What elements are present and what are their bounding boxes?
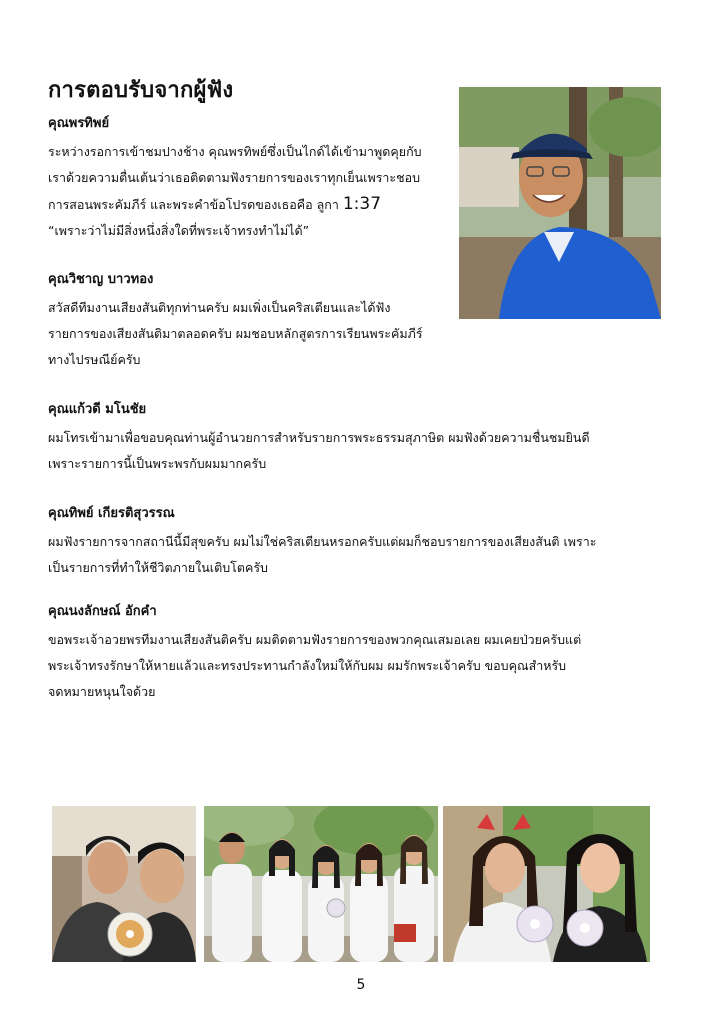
testimonial-name: คุณนงลักษณ์ อักคำ (48, 604, 157, 619)
photo-two-men-with-cd (52, 806, 196, 962)
testimonial-5 (48, 600, 678, 705)
testimonial-line: เราด้วยความตื่นเต้นว่าเธอติดตามฟังรายการของเราทุกเย็นเพราะชอบ (48, 170, 421, 185)
testimonial-4 (48, 502, 678, 581)
testimonial-name: คุณวิชาญ บาวทอง (48, 272, 154, 287)
testimonial-3 (48, 398, 678, 477)
testimonial-name: คุณแก้วดี มโนชัย (48, 402, 147, 417)
testimonial-name: คุณพรทิพย์ (48, 116, 110, 131)
verse-reference: 1:37 (342, 194, 382, 214)
testimonial-line: รายการของเสียงสันติมาตลอดครับ ผมชอบหลักสูตรการเรียนพระคัมภีร์ (48, 326, 423, 341)
testimonial-line: ผมโทรเข้ามาเพื่อขอบคุณท่านผู้อำนวยการสำหรับรายการพระธรรมสุภาษิต ผมฟังด้วยความชื่นชมยินดี (48, 430, 590, 445)
testimonial-line (48, 191, 458, 218)
testimonial-line: จดหมายหนุนใจด้วย (48, 684, 156, 699)
testimonial-line: ระหว่างรอการเข้าชมปางช้าง คุณพรทิพย์ซึ่งเป็นไกด์ได้เข้ามาพูดคุยกับ (48, 144, 422, 159)
page-title: การตอบรับจากผู้ฟัง (48, 78, 234, 103)
photo-two-women-with-cds (443, 806, 650, 962)
testimonial-line-text: การสอนพระคัมภีร์ และพระคำข้อโปรดของเธอคือ ลูกา (48, 197, 339, 212)
testimonial-line: สวัสดีทีมงานเสียงสันติทุกท่านครับ ผมเพิ่งเป็นคริสเตียนและได้ฟัง (48, 300, 391, 315)
testimonial-name: คุณทิพย์ เกียรติสุวรรณ (48, 506, 175, 521)
testimonial-line: ทางไปรษณีย์ครับ (48, 352, 141, 367)
testimonial-line: “เพราะว่าไม่มีสิ่งหนึ่งสิ่งใดที่พระเจ้าทรงทำไม่ได้” (48, 223, 310, 238)
testimonial-2 (48, 268, 468, 373)
testimonial-line: เป็นรายการที่ทำให้ชีวิตภายในเติบโตครับ (48, 560, 268, 575)
testimonial-line: เพราะรายการนี้เป็นพระพรกับผมมากครับ (48, 456, 267, 471)
photo-group-of-five (204, 806, 438, 962)
testimonial-1 (48, 112, 458, 244)
page-number: 5 (356, 977, 366, 993)
testimonial-line: ผมฟังรายการจากสถานีนี้มีสุขครับ ผมไม่ใช่คริสเตียนหรอกครับแต่ผมก็ชอบรายการของเสียงสันติ เพราะ (48, 534, 597, 549)
photo-woman-blue-cap (459, 87, 661, 319)
testimonial-line: ขอพระเจ้าอวยพรทีมงานเสียงสันติครับ ผมติดตามฟังรายการของพวกคุณเสมอเลย ผมเคยป่วยครับแต่ (48, 632, 582, 647)
testimonial-line: พระเจ้าทรงรักษาให้หายแล้วและทรงประทานกำลังใหม่ให้กับผม ผมรักพระเจ้าครับ ขอบคุณสำหรับ (48, 658, 567, 673)
